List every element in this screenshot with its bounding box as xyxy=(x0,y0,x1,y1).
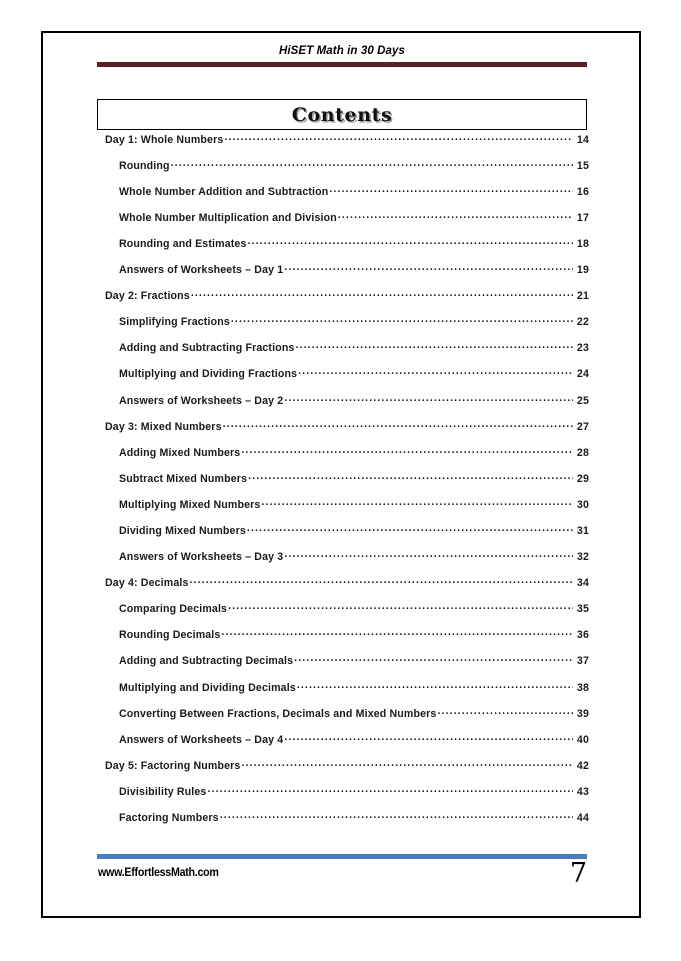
toc-entry-label: Rounding xyxy=(119,159,170,172)
toc-entry[interactable] xyxy=(97,445,589,471)
running-header-title: HiSET Math in 30 Days xyxy=(278,45,406,57)
toc-dot-leader xyxy=(338,210,573,221)
toc-entry-label: Multiplying and Dividing Fractions xyxy=(119,368,298,381)
toc-entry[interactable] xyxy=(97,315,589,341)
toc-dot-leader xyxy=(171,158,573,169)
table-of-contents xyxy=(97,132,589,837)
toc-entry-page-number: 43 xyxy=(576,785,589,798)
toc-dot-leader xyxy=(329,184,573,195)
toc-entry[interactable] xyxy=(97,810,589,836)
header-divider-rule xyxy=(97,62,587,67)
toc-entry[interactable] xyxy=(97,628,589,654)
toc-entry[interactable] xyxy=(97,471,589,497)
toc-entry-label: Day 4: Decimals xyxy=(105,577,189,590)
toc-entry[interactable] xyxy=(97,550,589,576)
toc-dot-leader xyxy=(248,236,574,247)
toc-entry[interactable] xyxy=(97,341,589,367)
toc-entry-page-number: 29 xyxy=(576,472,589,485)
toc-entry-page-number: 19 xyxy=(576,264,589,277)
toc-entry[interactable] xyxy=(97,262,589,288)
toc-entry[interactable] xyxy=(97,184,589,210)
toc-dot-leader xyxy=(221,628,573,639)
toc-dot-leader xyxy=(207,784,573,795)
toc-entry-label: Adding Mixed Numbers xyxy=(119,446,241,459)
toc-entry[interactable] xyxy=(97,289,589,315)
toc-entry-page-number: 38 xyxy=(576,681,589,694)
toc-entry-page-number: 22 xyxy=(576,316,589,329)
contents-title-box xyxy=(97,99,587,130)
toc-entry-page-number: 15 xyxy=(576,159,589,172)
toc-dot-leader xyxy=(297,680,573,691)
toc-entry[interactable] xyxy=(97,732,589,758)
toc-entry-label: Answers of Worksheets – Day 3 xyxy=(119,551,284,564)
toc-entry-label: Answers of Worksheets – Day 2 xyxy=(119,394,284,407)
toc-entry[interactable] xyxy=(97,523,589,549)
toc-entry-page-number: 28 xyxy=(576,446,589,459)
toc-dot-leader xyxy=(241,445,573,456)
toc-entry[interactable] xyxy=(97,393,589,419)
toc-dot-leader xyxy=(284,550,573,561)
toc-entry-page-number: 34 xyxy=(576,577,589,590)
toc-entry-label: Day 2: Fractions xyxy=(105,290,190,303)
toc-entry-page-number: 36 xyxy=(576,629,589,642)
toc-entry-label: Factoring Numbers xyxy=(119,812,219,825)
page-sheet xyxy=(41,31,641,918)
toc-entry-label: Answers of Worksheets – Day 4 xyxy=(119,733,284,746)
toc-dot-leader xyxy=(294,654,573,665)
toc-entry-page-number: 23 xyxy=(576,342,589,355)
toc-entry-page-number: 35 xyxy=(576,603,589,616)
toc-entry-label: Day 3: Mixed Numbers xyxy=(105,420,222,433)
toc-entry-label: Rounding Decimals xyxy=(119,629,221,642)
toc-dot-leader xyxy=(247,523,573,534)
toc-entry-page-number: 42 xyxy=(576,759,589,772)
toc-entry[interactable] xyxy=(97,576,589,602)
toc-entry-page-number: 16 xyxy=(576,185,589,198)
toc-entry-page-number: 30 xyxy=(576,498,589,511)
toc-dot-leader xyxy=(261,497,573,508)
toc-entry[interactable] xyxy=(97,758,589,784)
toc-entry[interactable] xyxy=(97,497,589,523)
toc-entry[interactable] xyxy=(97,236,589,262)
toc-dot-leader xyxy=(223,419,573,430)
toc-entry-page-number: 17 xyxy=(576,211,589,224)
toc-entry-label: Subtract Mixed Numbers xyxy=(119,472,248,485)
toc-entry-page-number: 14 xyxy=(576,133,589,146)
toc-entry-label: Rounding and Estimates xyxy=(119,237,247,250)
toc-entry-label: Simplifying Fractions xyxy=(119,316,230,329)
toc-entry-label: Whole Number Multiplication and Division xyxy=(119,211,337,224)
toc-entry[interactable] xyxy=(97,132,589,158)
toc-entry[interactable] xyxy=(97,654,589,680)
toc-entry-label: Divisibility Rules xyxy=(119,785,207,798)
toc-dot-leader xyxy=(298,367,573,378)
toc-dot-leader xyxy=(248,471,573,482)
toc-entry[interactable] xyxy=(97,419,589,445)
toc-entry-page-number: 27 xyxy=(576,420,589,433)
toc-entry-label: Day 1: Whole Numbers xyxy=(105,133,224,146)
footer-website: www.EffortlessMath.com xyxy=(98,867,219,879)
toc-dot-leader xyxy=(228,602,573,613)
toc-entry-label: Multiplying Mixed Numbers xyxy=(119,498,261,511)
toc-entry-label: Answers of Worksheets – Day 1 xyxy=(119,264,284,277)
toc-entry-page-number: 40 xyxy=(576,733,589,746)
toc-dot-leader xyxy=(284,262,573,273)
toc-entry-label: Comparing Decimals xyxy=(119,603,228,616)
toc-dot-leader xyxy=(284,393,573,404)
toc-entry-page-number: 21 xyxy=(576,290,589,303)
page-number: 7 xyxy=(569,858,587,889)
toc-entry-label: Converting Between Fractions, Decimals and Mixed Numbers xyxy=(119,707,437,720)
toc-dot-leader xyxy=(241,758,573,769)
toc-entry[interactable] xyxy=(97,602,589,628)
toc-entry[interactable] xyxy=(97,706,589,732)
toc-entry[interactable] xyxy=(97,680,589,706)
toc-entry-label: Whole Number Addition and Subtraction xyxy=(119,185,329,198)
toc-dot-leader xyxy=(231,315,573,326)
toc-entry[interactable] xyxy=(97,158,589,184)
toc-entry[interactable] xyxy=(97,784,589,810)
toc-entry-page-number: 37 xyxy=(576,655,589,668)
toc-entry[interactable] xyxy=(97,210,589,236)
toc-dot-leader xyxy=(295,341,573,352)
toc-dot-leader xyxy=(220,810,573,821)
toc-entry-label: Day 5: Factoring Numbers xyxy=(105,759,241,772)
toc-dot-leader xyxy=(224,132,573,143)
toc-dot-leader xyxy=(437,706,573,717)
toc-dot-leader xyxy=(284,732,573,743)
toc-dot-leader xyxy=(190,576,573,587)
contents-heading: Contents xyxy=(291,104,393,126)
toc-entry-page-number: 39 xyxy=(576,707,589,720)
toc-entry-label: Dividing Mixed Numbers xyxy=(119,525,246,537)
toc-entry-page-number: 31 xyxy=(576,525,589,537)
toc-entry-label: Adding and Subtracting Fractions xyxy=(119,342,295,355)
toc-entry[interactable] xyxy=(97,367,589,393)
footer-divider-rule xyxy=(97,854,587,859)
toc-entry-label: Adding and Subtracting Decimals xyxy=(119,655,294,668)
toc-entry-page-number: 44 xyxy=(576,812,589,825)
toc-entry-page-number: 25 xyxy=(576,394,589,407)
toc-dot-leader xyxy=(191,289,573,300)
toc-entry-label: Multiplying and Dividing Decimals xyxy=(119,681,296,694)
toc-entry-page-number: 18 xyxy=(576,237,589,250)
toc-entry-page-number: 24 xyxy=(576,368,589,381)
toc-entry-page-number: 32 xyxy=(576,551,589,564)
